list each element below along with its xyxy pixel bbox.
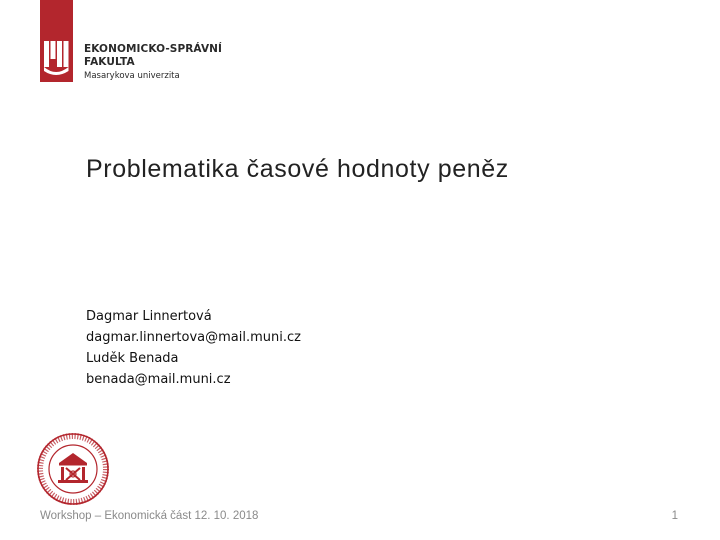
- footer-text: Workshop – Ekonomická část 12. 10. 2018: [40, 510, 259, 522]
- author-email-2: benada@mail.muni.cz: [86, 372, 231, 387]
- university-seal-icon: [36, 432, 110, 506]
- faculty-name: [84, 43, 222, 83]
- faculty-logo-icon: [40, 0, 73, 82]
- author-email-1: dagmar.linnertova@mail.muni.cz: [86, 330, 301, 345]
- author-name-2: Luděk Benada: [86, 351, 179, 366]
- slide-title: Problematika časové hodnoty peněz: [86, 155, 509, 183]
- university-name: Masarykova univerzita: [84, 71, 180, 81]
- page-number: 1: [671, 510, 678, 522]
- muni-logo-icon: [44, 41, 69, 75]
- author-name-1: Dagmar Linnertová: [86, 309, 212, 324]
- author-block: [86, 306, 301, 390]
- faculty-line2: FAKULTA: [84, 56, 135, 68]
- faculty-line1: EKONOMICKO-SPRÁVNÍ: [84, 43, 223, 55]
